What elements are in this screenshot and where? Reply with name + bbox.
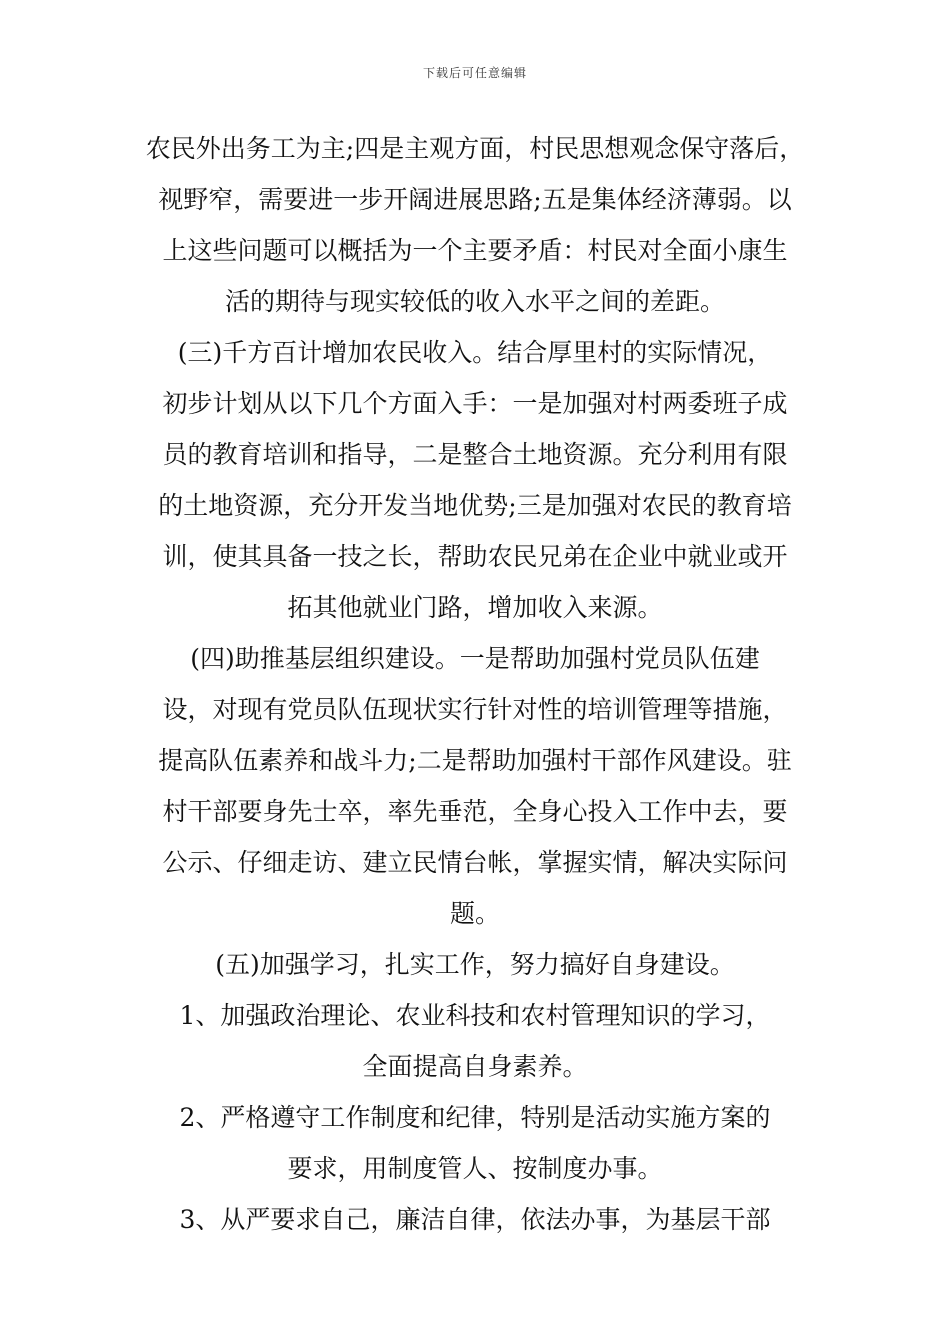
body-line: (四)助推基层组织建设。一是帮助加强村党员队伍建 [190,644,760,673]
body-line: 题。 [449,899,500,928]
body-line: 村干部要身先士卒，率先垂范，全身心投入工作中去，要 [162,797,788,826]
body-line: 农民外出务工为主;四是主观方面，村民思想观念保守落后， [145,134,805,163]
body-line: 设，对现有党员队伍现状实行针对性的培训管理等措施， [162,695,788,724]
page-header: 下载后可任意编辑 [422,66,527,80]
body-line: 3、从严要求自己，廉洁自律，依法办事，为基层干部 [179,1205,771,1234]
body-line: 提高队伍素养和战斗力;二是帮助加强村干部作风建设。驻 [158,746,792,775]
body-line: 初步计划从以下几个方面入手：一是加强对村两委班子成 [162,389,788,418]
body-line: 上这些问题可以概括为一个主要矛盾：村民对全面小康生 [162,236,788,265]
body-line: 全面提高自身素养。 [362,1052,588,1081]
body-line: 2、严格遵守工作制度和纪律，特别是活动实施方案的 [179,1103,771,1132]
body-line: (五)加强学习，扎实工作，努力搞好自身建设。 [215,950,735,979]
body-line: 员的教育培训和指导，二是整合土地资源。充分利用有限 [162,440,788,469]
body-line: (三)千方百计增加农民收入。结合厚里村的实际情况， [177,338,773,367]
body-line: 要求，用制度管人、按制度办事。 [287,1154,663,1183]
body-line: 活的期待与现实较低的收入水平之间的差距。 [224,287,725,316]
body-line: 训，使其具备一技之长，帮助农民兄弟在企业中就业或开 [162,542,788,571]
body-line: 的土地资源，充分开发当地优势;三是加强对农民的教育培 [158,491,792,520]
body-line: 拓其他就业门路，增加收入来源。 [287,593,663,622]
body-line: 1、加强政治理论、农业科技和农村管理知识的学习， [179,1001,771,1030]
body-line: 视野窄，需要进一步开阔进展思路;五是集体经济薄弱。以 [158,185,792,214]
body-line: 公示、仔细走访、建立民情台帐，掌握实情，解决实际问 [162,848,788,877]
